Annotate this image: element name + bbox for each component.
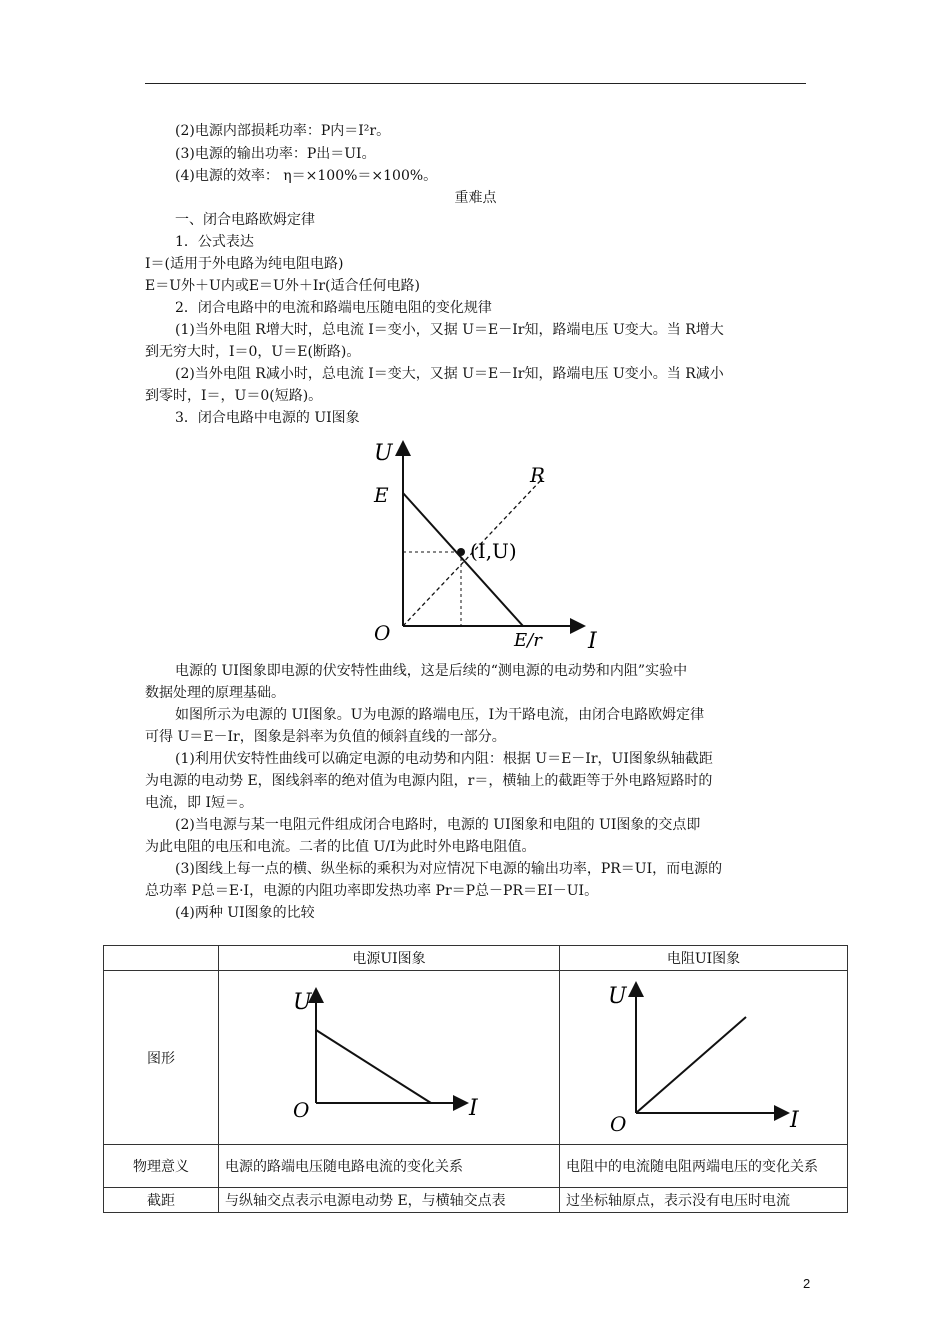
text-line: (2)当外电阻 R减小时，总电流 I＝变大，又据 U＝E－Ir知，路端电压 U变小。当 R减小 (175, 366, 724, 382)
x-axis-label: I (469, 1096, 478, 1121)
resistor-ui-graph (566, 973, 836, 1138)
header-rule (145, 83, 806, 84)
origin-label: O (293, 1098, 310, 1122)
subheading: 1．公式表达 (175, 234, 254, 250)
subheading: 3．闭合电路中电源的 UI图象 (175, 410, 360, 426)
y-axis-label: U (374, 441, 393, 466)
formula: I＝(适用于外电路为纯电阻电路) (145, 256, 344, 272)
text-line: (2)电源内部损耗功率：P内＝I²r。 (175, 123, 391, 139)
text-line: 总功率 P总＝E·I，电源的内阻功率即发热功率 Pr＝P总－PR＝EI－UI。 (145, 883, 599, 899)
table-header: 电源UI图象 (219, 946, 560, 971)
text-line: (2)当电源与某一电阻元件组成闭合电路时，电源的 UI图象和电阻的 UI图象的交点即 (175, 817, 701, 833)
section-heading: 重难点 (454, 190, 497, 206)
text-line: 电源的 UI图象即电源的伏安特性曲线，这是后续的“测电源的电动势和内阻”实验中 (175, 663, 688, 679)
text-line: 为电源的电动势 E，图线斜率的绝对值为电源内阻，r＝，横轴上的截距等于外电路短路时的 (145, 773, 713, 789)
resistor-line (636, 1017, 746, 1113)
y-axis-label: U (293, 990, 312, 1015)
e-label: E (374, 483, 389, 507)
x-axis-label: I (790, 1108, 799, 1133)
table-cell: 电源的路端电压随电路电流的变化关系 (219, 1145, 560, 1188)
text-line: (4)两种 UI图象的比较 (175, 905, 315, 921)
table-cell: 过坐标轴原点，表示没有电压时电流 (560, 1188, 848, 1213)
row-label: 图形 (104, 971, 219, 1145)
table-header: 电阻UI图象 (560, 946, 848, 971)
table-row (104, 1188, 848, 1213)
x-axis-label: I (588, 629, 597, 654)
table-header (104, 946, 219, 971)
section-title: 一、闭合电路欧姆定律 (175, 212, 315, 228)
comparison-table (103, 945, 848, 1213)
origin-label: O (374, 621, 391, 645)
source-line (316, 1030, 431, 1103)
source-ui-graph (225, 973, 545, 1138)
text-line: 到无穷大时，I＝0，U＝E(断路)。 (145, 344, 361, 360)
x-intercept-label: E/r (514, 630, 542, 651)
text-line: (3)电源的输出功率：P出＝UI。 (175, 146, 376, 162)
table-row (104, 1145, 848, 1188)
text-line: 为此电阻的电压和电流。二者的比值 U/I为此时外电路电阻值。 (145, 839, 536, 855)
row-label: 截距 (104, 1188, 219, 1213)
text-line: 到零时，I＝，U＝0(短路)。 (145, 388, 323, 404)
text-line: 电流，即 I短＝。 (145, 795, 253, 811)
text-line: 可得 U＝E－Ir，图象是斜率为负值的倾斜直线的一部分。 (145, 729, 506, 745)
text-line: 如图所示为电源的 UI图象。U为电源的路端电压，I为干路电流，由闭合电路欧姆定律 (175, 707, 705, 723)
table-header-row (104, 946, 848, 971)
table-row (104, 971, 848, 1145)
text-line: 数据处理的原理基础。 (145, 685, 285, 701)
text-line: (3)图线上每一点的横、纵坐标的乘积为对应情况下电源的输出功率，PR＝UI，而电源的 (175, 861, 723, 877)
table-cell: 与纵轴交点表示电源电动势 E，与横轴交点表 (219, 1188, 560, 1213)
ui-graph-figure (360, 430, 620, 658)
line-r-label: R (530, 463, 546, 487)
resistor-graph-cell (560, 971, 848, 1145)
source-graph-cell (219, 971, 560, 1145)
point-label: (I,U) (470, 539, 517, 563)
intersection-point (457, 548, 465, 556)
origin-label: O (610, 1112, 627, 1136)
subheading: 2．闭合电路中的电流和路端电压随电阻的变化规律 (175, 300, 492, 316)
y-axis-label: U (608, 984, 627, 1009)
text-line: (1)当外电阻 R增大时，总电流 I＝变小，又据 U＝E－Ir知，路端电压 U变大。当 R增大 (175, 322, 724, 338)
text-line: (4)电源的效率： η＝×100%＝×100%。 (175, 168, 438, 184)
text-line: (1)利用伏安特性曲线可以确定电源的电动势和内阻：根据 U＝E－Ir，UI图象纵轴截距 (175, 751, 713, 767)
table-cell: 电阻中的电流随电阻两端电压的变化关系 (560, 1145, 848, 1188)
page-number: 2 (803, 1276, 811, 1291)
formula: E＝U外＋U内或E＝U外＋Ir(适合任何电路) (145, 278, 420, 294)
row-label: 物理意义 (104, 1145, 219, 1188)
